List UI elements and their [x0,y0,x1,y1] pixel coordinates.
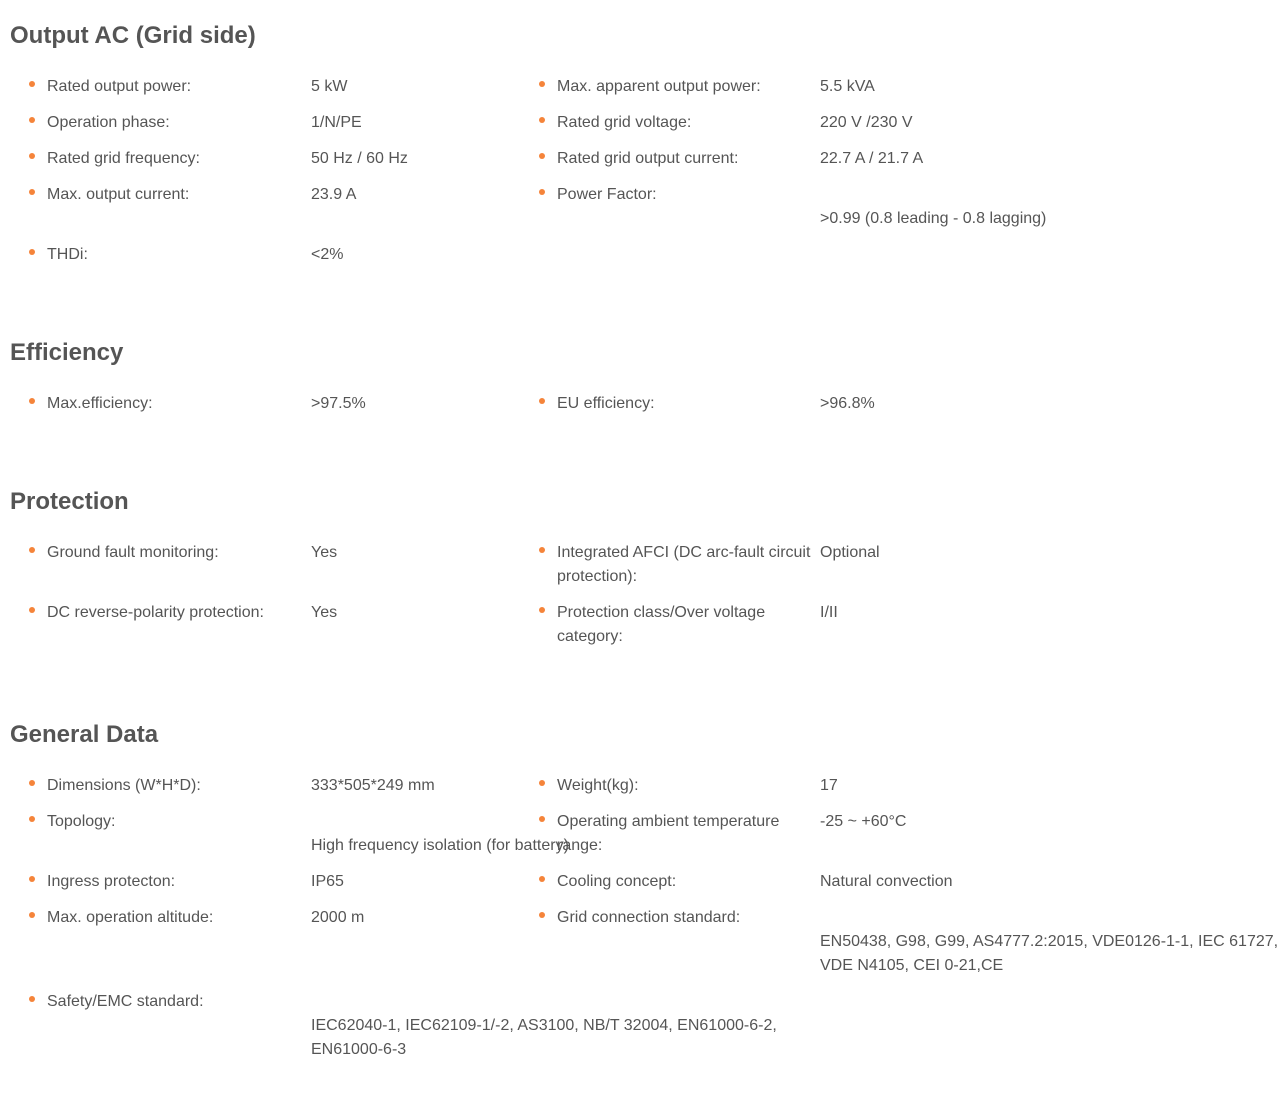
bullet-icon [539,876,545,882]
bullet-icon [539,607,545,613]
bullet-icon [539,189,545,195]
spec-value: 220 V /230 V [820,114,913,131]
spec-label: EU efficiency: [557,395,655,412]
spec-item [535,183,1047,231]
spec-value: Natural convection [820,873,953,890]
spec-item [535,75,1000,99]
spec-item [535,392,1000,416]
spec-item [535,810,1000,858]
spec-item [25,541,520,565]
bullet-icon [29,876,35,882]
spec-label: Protection class/Over voltage category: [557,604,766,645]
bullet-icon [539,117,545,123]
bullet-icon [539,153,545,159]
bullet-icon [29,996,35,1002]
spec-item [535,906,1279,978]
spec-value: Yes [311,604,338,621]
bullet-icon [29,780,35,786]
spec-label: Operating ambient temperature range: [557,813,780,854]
spec-item [25,601,520,625]
spec-item [25,774,520,798]
bullet-icon [29,607,35,613]
bullet-icon [29,249,35,255]
spec-item [25,75,520,99]
spec-label: Rated grid voltage: [557,114,692,131]
spec-label: Ingress protecton: [47,873,176,890]
spec-value: 5.5 kVA [820,78,875,95]
spec-label: Max. apparent output power: [557,78,761,95]
spec-value: Yes [311,544,338,561]
spec-item [25,111,520,135]
spec-item [25,183,520,207]
bullet-icon [539,398,545,404]
bullet-icon [539,780,545,786]
spec-label: Max.efficiency: [47,395,153,412]
bullet-icon [29,816,35,822]
spec-value: 22.7 A / 21.7 A [820,150,924,167]
section-title-protection: Protection [10,488,129,515]
bullet-icon [539,912,545,918]
spec-value: >0.99 (0.8 leading - 0.8 lagging) [820,210,1047,227]
spec-item [535,541,1000,589]
spec-value: <2% [311,246,344,263]
spec-label: Weight(kg): [557,777,639,794]
bullet-icon [539,81,545,87]
spec-value: >96.8% [820,395,875,412]
spec-item [535,601,1000,649]
bullet-icon [29,189,35,195]
spec-label: Rated output power: [47,78,192,95]
spec-label: Max. operation altitude: [47,909,214,926]
spec-item [535,774,1000,798]
spec-value: >97.5% [311,395,366,412]
spec-value: 17 [820,777,838,794]
spec-value: 50 Hz / 60 Hz [311,150,408,167]
bullet-icon [539,816,545,822]
spec-value: 23.9 A [311,186,357,203]
spec-label: Grid connection standard: [557,909,741,926]
section-title-general-data: General Data [10,721,159,748]
spec-item [535,870,1000,894]
spec-label: THDi: [47,246,88,263]
spec-value: IP65 [311,873,344,890]
spec-item [25,810,569,858]
spec-label: Integrated AFCI (DC arc-fault circuit protection): [557,544,811,585]
bullet-icon [539,547,545,553]
spec-label: DC reverse-polarity protection: [47,604,264,621]
spec-value: -25 ~ +60°C [820,813,907,830]
spec-item [25,870,520,894]
spec-value: 333*505*249 mm [311,777,435,794]
bullet-icon [29,153,35,159]
spec-label: Max. output current: [47,186,190,203]
spec-label: Dimensions (W*H*D): [47,777,201,794]
spec-label: Safety/EMC standard: [47,993,204,1010]
spec-item [535,147,1000,171]
bullet-icon [29,117,35,123]
spec-label: Topology: [47,813,116,830]
spec-label: Cooling concept: [557,873,677,890]
spec-value: High frequency isolation (for battery) [311,837,569,854]
spec-label: Rated grid output current: [557,150,739,167]
spec-item [25,906,520,930]
spec-item [25,243,520,267]
section-title-efficiency: Efficiency [10,339,124,366]
bullet-icon [29,547,35,553]
spec-value: IEC62040-1, IEC62109-1/-2, AS3100, NB/T 32004, EN61000-6-2, EN61000-6-3 [311,1017,777,1058]
spec-value: 2000 m [311,909,365,926]
bullet-icon [29,398,35,404]
spec-label: Rated grid frequency: [47,150,200,167]
spec-item [25,147,520,171]
spec-value: I/II [820,604,838,621]
spec-item [25,392,520,416]
spec-value: EN50438, G98, G99, AS4777.2:2015, VDE0126-1-1, IEC 61727, VDE N4105, CEI 0-21,CE [820,933,1279,974]
spec-value: 1/N/PE [311,114,362,131]
spec-label: Operation phase: [47,114,170,131]
spec-item [25,990,777,1062]
spec-label: Power Factor: [557,186,657,203]
section-title-output-ac: Output AC (Grid side) [10,22,256,49]
spec-label: Ground fault monitoring: [47,544,219,561]
spec-value: 5 kW [311,78,348,95]
bullet-icon [29,912,35,918]
spec-item [535,111,1000,135]
spec-value: Optional [820,544,880,561]
bullet-icon [29,81,35,87]
